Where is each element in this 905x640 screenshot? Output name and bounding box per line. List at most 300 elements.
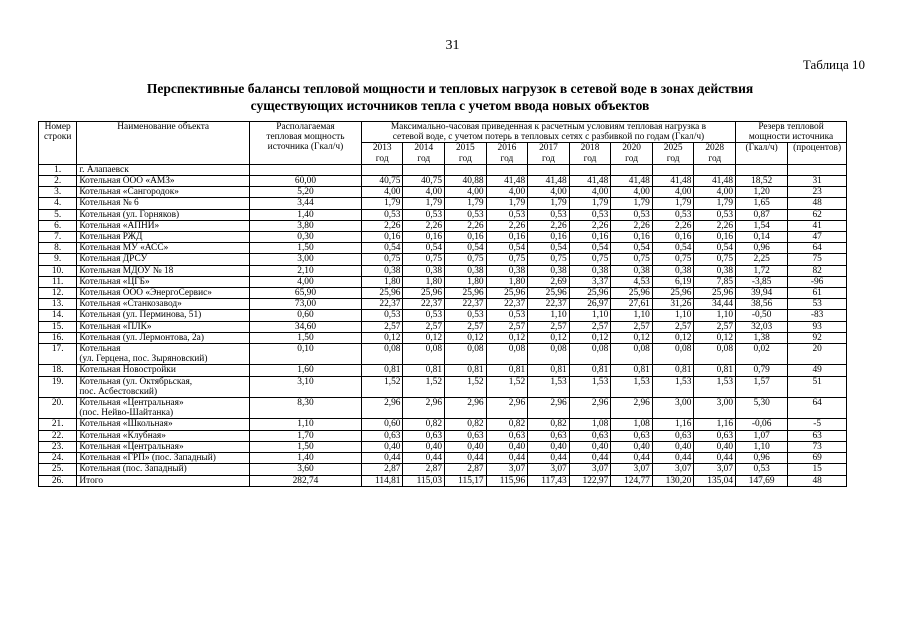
load-cell: 0,75 xyxy=(528,254,570,265)
capacity-cell: 1,40 xyxy=(250,209,362,220)
load-cell: 2,87 xyxy=(445,464,487,475)
load-cell: 0,44 xyxy=(445,453,487,464)
load-cell: 122,97 xyxy=(569,475,611,486)
load-cell: 1,08 xyxy=(569,419,611,430)
capacity-cell: 3,60 xyxy=(250,464,362,475)
load-cell: 0,16 xyxy=(528,232,570,243)
table-row xyxy=(39,288,847,299)
object-name xyxy=(77,398,250,419)
load-cell: 0,81 xyxy=(403,365,445,376)
header-year: 2016 xyxy=(486,143,528,154)
load-cell: 115,96 xyxy=(486,475,528,486)
object-name xyxy=(77,299,250,310)
header-year: 2014 xyxy=(403,143,445,154)
reserve-gcal-cell: -0,50 xyxy=(736,310,788,321)
load-cell: 1,79 xyxy=(445,198,487,209)
header-year: 2028 xyxy=(694,143,736,154)
load-cell: 0,53 xyxy=(611,209,653,220)
load-cell: 2,26 xyxy=(486,220,528,231)
load-cell: 0,54 xyxy=(611,243,653,254)
header-year-word: год xyxy=(528,154,570,165)
load-cell: 1,53 xyxy=(652,376,694,397)
reserve-gcal-cell: 1,65 xyxy=(736,198,788,209)
load-cell: 31,26 xyxy=(652,299,694,310)
reserve-gcal-cell: 1,10 xyxy=(736,441,788,452)
header-object-name: Наименование объекта xyxy=(77,122,250,165)
object-name-line: Котельная Новостройки xyxy=(79,365,176,376)
load-cell: 135,04 xyxy=(694,475,736,486)
load-cell: 0,53 xyxy=(569,209,611,220)
object-name-line: Котельная «ГРП» (пос. Западный) xyxy=(79,453,216,464)
header-row-number: Номер строки xyxy=(39,122,77,165)
reserve-gcal-cell: -3,85 xyxy=(736,276,788,287)
object-name xyxy=(77,344,250,365)
object-name-line: Котельная «Центральная» xyxy=(79,398,184,409)
load-cell: 0,16 xyxy=(569,232,611,243)
load-cell: 25,96 xyxy=(445,288,487,299)
load-cell: 0,12 xyxy=(445,332,487,343)
load-cell: 0,16 xyxy=(652,232,694,243)
load-cell: 0,75 xyxy=(569,254,611,265)
reserve-gcal-cell: 18,52 xyxy=(736,176,788,187)
load-cell: 41,48 xyxy=(694,176,736,187)
row-number: 25. xyxy=(39,464,77,475)
load-cell: 0,75 xyxy=(403,254,445,265)
table-row xyxy=(39,453,847,464)
load-cell: 130,20 xyxy=(652,475,694,486)
load-cell: 0,75 xyxy=(652,254,694,265)
row-number: 22. xyxy=(39,430,77,441)
row-number: 23. xyxy=(39,441,77,452)
load-cell: 0,63 xyxy=(361,430,403,441)
load-cell: 22,37 xyxy=(486,299,528,310)
row-number: 26. xyxy=(39,475,77,486)
load-cell: 2,26 xyxy=(403,220,445,231)
table-row xyxy=(39,321,847,332)
object-name-line: (ул. Герцена, пос. Зыряновский) xyxy=(79,354,208,365)
load-cell: 4,00 xyxy=(569,187,611,198)
reserve-gcal-cell: 32,03 xyxy=(736,321,788,332)
load-cell: 0,08 xyxy=(445,344,487,365)
load-cell: 4,00 xyxy=(486,187,528,198)
load-cell: 0,40 xyxy=(361,441,403,452)
table-row xyxy=(39,365,847,376)
load-cell: 2,26 xyxy=(611,220,653,231)
load-cell: 4,00 xyxy=(652,187,694,198)
load-cell: 22,37 xyxy=(361,299,403,310)
header-reserve: Резерв тепловой мощности источника xyxy=(736,122,847,143)
load-cell: 41,48 xyxy=(486,176,528,187)
capacity-cell: 1,50 xyxy=(250,441,362,452)
reserve-percent-cell: 64 xyxy=(788,243,847,254)
reserve-percent-cell: 41 xyxy=(788,220,847,231)
load-cell: 0,63 xyxy=(694,430,736,441)
load-cell: 0,81 xyxy=(445,365,487,376)
reserve-gcal-cell: 1,57 xyxy=(736,376,788,397)
load-cell: 0,75 xyxy=(694,254,736,265)
object-name-line: Котельная (пос. Западный) xyxy=(79,464,187,475)
row-number: 11. xyxy=(39,276,77,287)
header-year-word: год xyxy=(445,154,487,165)
row-number: 15. xyxy=(39,321,77,332)
reserve-gcal-cell: 39,94 xyxy=(736,288,788,299)
load-cell: 27,61 xyxy=(611,299,653,310)
capacity-cell: 1,40 xyxy=(250,453,362,464)
load-cell: 3,07 xyxy=(611,464,653,475)
header-year-word: год xyxy=(611,154,653,165)
load-cell: 2,26 xyxy=(361,220,403,231)
load-cell: 0,54 xyxy=(569,243,611,254)
row-number: 17. xyxy=(39,344,77,365)
header-year-word: год xyxy=(569,154,611,165)
object-name xyxy=(77,243,250,254)
load-cell: 2,96 xyxy=(486,398,528,419)
header-year: 2017 xyxy=(528,143,570,154)
row-number: 8. xyxy=(39,243,77,254)
object-name-line: Котельная ООО «ЭнергоСервис» xyxy=(79,288,212,299)
load-cell: 0,54 xyxy=(486,243,528,254)
object-name-line: Котельная «АПНИ» xyxy=(79,220,160,231)
reserve-percent-cell: 20 xyxy=(788,344,847,365)
load-cell: 0,60 xyxy=(361,419,403,430)
load-cell: 0,08 xyxy=(486,344,528,365)
load-cell: 0,38 xyxy=(611,265,653,276)
table-row xyxy=(39,176,847,187)
load-cell: 0,75 xyxy=(486,254,528,265)
load-cell: 1,79 xyxy=(611,198,653,209)
load-cell: 2,57 xyxy=(445,321,487,332)
load-cell: 0,63 xyxy=(611,430,653,441)
load-cell: 3,07 xyxy=(569,464,611,475)
load-cell: 2,26 xyxy=(445,220,487,231)
load-cell: 0,63 xyxy=(569,430,611,441)
load-cell: 1,52 xyxy=(361,376,403,397)
load-cell: 2,26 xyxy=(528,220,570,231)
load-cell: 0,81 xyxy=(486,365,528,376)
load-cell: 25,96 xyxy=(611,288,653,299)
header-reserve-gcal: (Гкал/ч) xyxy=(736,143,788,164)
load-cell: 0,53 xyxy=(694,209,736,220)
reserve-percent-cell: 64 xyxy=(788,398,847,419)
header-year: 2015 xyxy=(445,143,487,154)
load-cell: 0,12 xyxy=(652,332,694,343)
header-year: 2018 xyxy=(569,143,611,154)
load-cell: 1,79 xyxy=(652,198,694,209)
object-name xyxy=(77,419,250,430)
load-cell: 1,79 xyxy=(528,198,570,209)
heat-balance-table xyxy=(38,121,847,487)
document-title xyxy=(100,80,800,114)
load-cell: 41,48 xyxy=(569,176,611,187)
table-row xyxy=(39,332,847,343)
load-cell: 0,75 xyxy=(445,254,487,265)
table-row xyxy=(39,441,847,452)
reserve-percent-cell: 82 xyxy=(788,265,847,276)
table-row xyxy=(39,464,847,475)
reserve-percent-cell: 62 xyxy=(788,209,847,220)
load-cell: 41,48 xyxy=(611,176,653,187)
object-name xyxy=(77,254,250,265)
reserve-gcal-cell: 1,54 xyxy=(736,220,788,231)
load-cell: 0,53 xyxy=(361,209,403,220)
load-cell: 25,96 xyxy=(652,288,694,299)
reserve-gcal-cell: -0,06 xyxy=(736,419,788,430)
load-cell: 1,80 xyxy=(445,276,487,287)
load-cell: 34,44 xyxy=(694,299,736,310)
load-cell: 0,08 xyxy=(569,344,611,365)
load-cell: 0,63 xyxy=(652,430,694,441)
load-cell: 1,53 xyxy=(611,376,653,397)
object-name xyxy=(77,464,250,475)
load-cell: 4,00 xyxy=(611,187,653,198)
reserve-gcal-cell: 1,38 xyxy=(736,332,788,343)
object-name-line: Котельная ООО «АМЗ» xyxy=(79,176,175,187)
reserve-percent-cell: 48 xyxy=(788,198,847,209)
load-cell: 0,12 xyxy=(611,332,653,343)
load-cell: 41,48 xyxy=(528,176,570,187)
load-cell: 0,63 xyxy=(528,430,570,441)
load-cell: 0,54 xyxy=(361,243,403,254)
load-cell: 1,52 xyxy=(445,376,487,397)
load-cell: 0,12 xyxy=(694,332,736,343)
row-number: 1. xyxy=(39,164,77,175)
reserve-gcal-cell: 0,02 xyxy=(736,344,788,365)
load-cell: 1,79 xyxy=(361,198,403,209)
load-cell: 4,00 xyxy=(403,187,445,198)
header-year-word: год xyxy=(694,154,736,165)
load-cell: 117,43 xyxy=(528,475,570,486)
object-name xyxy=(77,321,250,332)
load-cell: 0,38 xyxy=(403,265,445,276)
object-name-line: Котельная xyxy=(79,344,121,355)
table-label: Таблица 10 xyxy=(802,57,865,72)
object-name-line: Котельная ДРСУ xyxy=(79,254,148,265)
row-number: 21. xyxy=(39,419,77,430)
load-cell: 0,81 xyxy=(528,365,570,376)
object-name-line: Котельная «ПЛК» xyxy=(79,321,152,332)
load-cell: 2,57 xyxy=(528,321,570,332)
load-cell: 115,17 xyxy=(445,475,487,486)
header-max-hourly-load: Максимально-часовая приведенная к расчетным условиям тепловая нагрузка в сетевой воде, с учетом потерь в тепловых сетях с разбивкой по годам (Гкал/ч) xyxy=(361,122,735,143)
object-name-line: (пос. Нейво-Шайтанка) xyxy=(79,408,174,419)
load-cell: 4,53 xyxy=(611,276,653,287)
capacity-cell: 1,10 xyxy=(250,419,362,430)
object-name xyxy=(77,441,250,452)
object-name-line: пос. Асбестовский) xyxy=(79,386,158,397)
reserve-gcal-cell: 1,20 xyxy=(736,187,788,198)
load-cell: 2,87 xyxy=(361,464,403,475)
section-row xyxy=(39,164,847,175)
load-cell: 0,53 xyxy=(528,209,570,220)
load-cell: 1,79 xyxy=(403,198,445,209)
load-cell: 3,07 xyxy=(652,464,694,475)
capacity-cell: 3,80 xyxy=(250,220,362,231)
object-name xyxy=(77,209,250,220)
table-row xyxy=(39,187,847,198)
reserve-gcal-cell: 0,96 xyxy=(736,453,788,464)
reserve-gcal-cell: 1,72 xyxy=(736,265,788,276)
load-cell: 0,12 xyxy=(361,332,403,343)
reserve-percent-cell: 63 xyxy=(788,430,847,441)
reserve-percent-cell: 48 xyxy=(788,475,847,486)
load-cell: 0,12 xyxy=(569,332,611,343)
capacity-cell: 1,50 xyxy=(250,332,362,343)
load-cell: 1,08 xyxy=(611,419,653,430)
load-cell: 0,82 xyxy=(445,419,487,430)
capacity-cell: 282,74 xyxy=(250,475,362,486)
object-name-line: Котельная МУ «АСС» xyxy=(79,243,169,254)
load-cell: 1,80 xyxy=(403,276,445,287)
capacity-cell: 0,10 xyxy=(250,344,362,365)
load-cell: 1,80 xyxy=(361,276,403,287)
row-number: 12. xyxy=(39,288,77,299)
load-cell: 0,16 xyxy=(361,232,403,243)
row-number: 10. xyxy=(39,265,77,276)
load-cell: 1,53 xyxy=(569,376,611,397)
load-cell: 0,54 xyxy=(528,243,570,254)
load-cell: 2,69 xyxy=(528,276,570,287)
load-cell: 3,37 xyxy=(569,276,611,287)
table-row xyxy=(39,299,847,310)
load-cell: 0,40 xyxy=(611,441,653,452)
reserve-percent-cell: 47 xyxy=(788,232,847,243)
table-row xyxy=(39,475,847,486)
object-name-line: Котельная «Клубная» xyxy=(79,430,166,441)
load-cell: 1,79 xyxy=(569,198,611,209)
load-cell: 0,54 xyxy=(403,243,445,254)
load-cell: 1,10 xyxy=(528,310,570,321)
object-name-line: Котельная МДОУ № 18 xyxy=(79,265,174,276)
object-name-line: Котельная «Станкозавод» xyxy=(79,299,182,310)
load-cell: 0,44 xyxy=(403,453,445,464)
row-number: 9. xyxy=(39,254,77,265)
load-cell: 0,53 xyxy=(445,209,487,220)
load-cell: 1,79 xyxy=(486,198,528,209)
reserve-percent-cell: 23 xyxy=(788,187,847,198)
load-cell: 2,57 xyxy=(694,321,736,332)
reserve-percent-cell: 69 xyxy=(788,453,847,464)
reserve-gcal-cell: 0,87 xyxy=(736,209,788,220)
reserve-gcal-cell: 0,53 xyxy=(736,464,788,475)
load-cell: 0,38 xyxy=(652,265,694,276)
reserve-percent-cell: 51 xyxy=(788,376,847,397)
row-number: 16. xyxy=(39,332,77,343)
load-cell: 0,16 xyxy=(694,232,736,243)
load-cell: 0,75 xyxy=(611,254,653,265)
capacity-cell: 1,60 xyxy=(250,365,362,376)
load-cell: 0,40 xyxy=(403,441,445,452)
load-cell: 2,57 xyxy=(403,321,445,332)
row-number: 4. xyxy=(39,198,77,209)
header-year: 2013 xyxy=(361,143,403,154)
reserve-percent-cell: 61 xyxy=(788,288,847,299)
load-cell: 0,38 xyxy=(486,265,528,276)
load-cell: 25,96 xyxy=(403,288,445,299)
reserve-percent-cell: -96 xyxy=(788,276,847,287)
row-number: 3. xyxy=(39,187,77,198)
reserve-percent-cell: -83 xyxy=(788,310,847,321)
row-number: 7. xyxy=(39,232,77,243)
load-cell: 25,96 xyxy=(486,288,528,299)
load-cell: 1,16 xyxy=(652,419,694,430)
object-name xyxy=(77,276,250,287)
row-number: 2. xyxy=(39,176,77,187)
load-cell: 0,44 xyxy=(528,453,570,464)
load-cell: 0,53 xyxy=(403,310,445,321)
load-cell: 0,16 xyxy=(486,232,528,243)
row-number: 24. xyxy=(39,453,77,464)
load-cell: 0,44 xyxy=(611,453,653,464)
capacity-cell: 1,70 xyxy=(250,430,362,441)
load-cell: 0,44 xyxy=(694,453,736,464)
capacity-cell: 0,30 xyxy=(250,232,362,243)
load-cell: 0,38 xyxy=(694,265,736,276)
object-name xyxy=(77,220,250,231)
reserve-gcal-cell: 0,96 xyxy=(736,243,788,254)
load-cell: 0,40 xyxy=(652,441,694,452)
object-name xyxy=(77,310,250,321)
load-cell: 0,38 xyxy=(569,265,611,276)
load-cell: 4,00 xyxy=(694,187,736,198)
load-cell: 2,96 xyxy=(611,398,653,419)
load-cell: 0,16 xyxy=(611,232,653,243)
load-cell: 0,16 xyxy=(445,232,487,243)
table-row xyxy=(39,209,847,220)
load-cell: 1,53 xyxy=(694,376,736,397)
load-cell: 25,96 xyxy=(694,288,736,299)
load-cell: 25,96 xyxy=(569,288,611,299)
reserve-percent-cell: 93 xyxy=(788,321,847,332)
object-name xyxy=(77,365,250,376)
object-name-line: Котельная (ул. Октябрьская, xyxy=(79,376,193,387)
capacity-cell: 4,00 xyxy=(250,276,362,287)
load-cell: 3,00 xyxy=(652,398,694,419)
load-cell: 0,40 xyxy=(486,441,528,452)
table-row xyxy=(39,344,847,365)
title-line-1: Перспективные балансы тепловой мощности и тепловых нагрузок в сетевой воде в зонах действия xyxy=(146,81,754,96)
load-cell: 0,75 xyxy=(361,254,403,265)
capacity-cell: 1,50 xyxy=(250,243,362,254)
reserve-percent-cell: 49 xyxy=(788,365,847,376)
row-number: 20. xyxy=(39,398,77,419)
object-name xyxy=(77,475,250,486)
load-cell: 26,97 xyxy=(569,299,611,310)
object-name-line: Котельная «Школьная» xyxy=(79,419,173,430)
capacity-cell: 73,00 xyxy=(250,299,362,310)
load-cell: 0,08 xyxy=(652,344,694,365)
load-cell: 0,40 xyxy=(528,441,570,452)
capacity-cell: 60,00 xyxy=(250,176,362,187)
load-cell: 0,16 xyxy=(403,232,445,243)
row-number: 14. xyxy=(39,310,77,321)
capacity-cell: 5,20 xyxy=(250,187,362,198)
load-cell: 2,26 xyxy=(652,220,694,231)
load-cell: 0,08 xyxy=(528,344,570,365)
load-cell: 40,75 xyxy=(361,176,403,187)
load-cell: 0,54 xyxy=(445,243,487,254)
reserve-gcal-cell: 2,25 xyxy=(736,254,788,265)
load-cell: 0,82 xyxy=(528,419,570,430)
load-cell: 0,63 xyxy=(445,430,487,441)
load-cell: 124,77 xyxy=(611,475,653,486)
load-cell: 3,00 xyxy=(694,398,736,419)
header-reserve-percent: (процентов) xyxy=(788,143,847,164)
object-name xyxy=(77,176,250,187)
load-cell: 2,96 xyxy=(361,398,403,419)
load-cell: 0,44 xyxy=(361,453,403,464)
reserve-percent-cell: -5 xyxy=(788,419,847,430)
object-name-line: Котельная «Центральная» xyxy=(79,441,184,452)
